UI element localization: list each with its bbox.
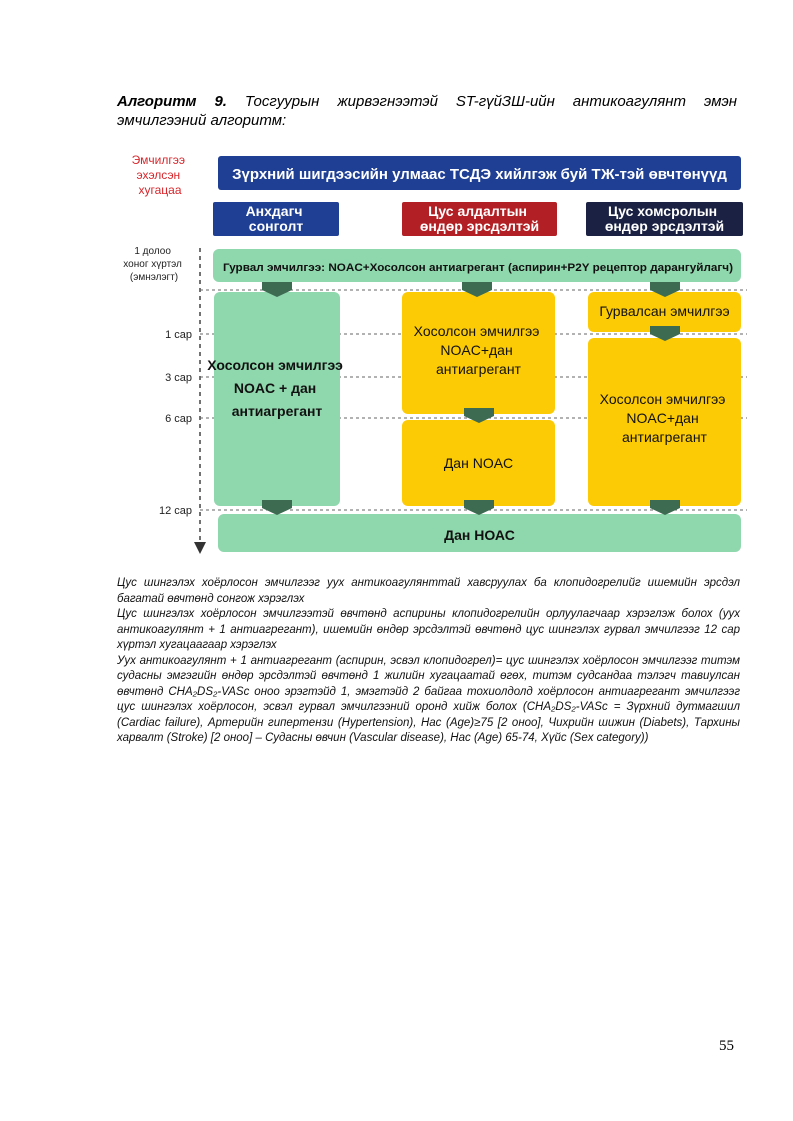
axis-title: Эмчилгээ эхэлсэн хугацаа bbox=[131, 153, 185, 197]
page-number: 55 bbox=[719, 1038, 734, 1054]
time-label-1-week: 1 долоо хоног хүртэл (эмнэлэгт) bbox=[123, 246, 182, 283]
time-label-12-months: 12 сар bbox=[158, 505, 192, 517]
noac-only-final-text: Дан НОАС bbox=[444, 527, 515, 543]
transition-arrow bbox=[650, 500, 680, 515]
footnote-2: Цус шингэлэх хоёрлосон эмчилгээтэй өвчтөнд аспирины клопидогрелийн орлуулагчаар хэрэглэж болох (уух антикоагулянт + 1 антиагрегант), ишемийн өндөр эрсдэлтэй өвчтөнд цус шингэлэх гурвал эмчилгээг 12 сар хүртэл хугацаагаар хэрэглэх bbox=[117, 608, 740, 651]
algorithm-title: Тосгуурын жирвэгнээтэй ST-гүйЗШ-ийн антикоагулянт эмэн эмчилгээний алгоритм: bbox=[117, 93, 737, 129]
noac-only-bleeding-text: Дан NOAC bbox=[443, 455, 514, 471]
footnote-1: Цус шингэлэх хоёрлосон эмчилгээг уух антикоагулянттай хавсруулах ба клопидогрелийг ишемийн эрсдэл багатай өвчтөнд сонгож хэрэглэх bbox=[117, 577, 740, 605]
patient-banner-text: Зүрхний шигдээсийн улмаас ТСДЭ хийлгэж буй ТЖ-тэй өвчтөнүүд bbox=[232, 166, 727, 183]
algorithm-heading bbox=[117, 92, 737, 130]
transition-arrow bbox=[262, 500, 292, 515]
thrombotic-risk-header-text: Цус хомсролын өндөр эрсдэлтэй bbox=[604, 203, 725, 234]
primary-choice-header-text: Анхдагч сонголт bbox=[245, 203, 304, 234]
bleeding-risk-header-text: Цус алдалтын өндөр эрсдэлтэй bbox=[419, 203, 540, 234]
footnotes bbox=[117, 576, 740, 747]
time-label-1-month: 1 сар bbox=[165, 329, 192, 341]
combined-therapy-bleeding-text: Хосолсон эмчилгээ NOAC+дан антиагрегант bbox=[413, 323, 540, 377]
algorithm-diagram bbox=[112, 150, 747, 562]
combined-therapy-thrombotic-text: Хосолсон эмчилгээ NOAC+дан антиагрегант bbox=[599, 391, 726, 445]
transition-arrow bbox=[464, 500, 494, 515]
footnote-3: Уух антикоагулянт + 1 антиагрегант (аспирин, эсвэл клопидогрел)= цус шингэлэх хоёрлосон эмчилгээг титэм судасны эмгэгийн өндөр эрсдэлтэй өвчтөнд 1 жилийн хугацаатай өгөх, титэм судсандаа тэлэгч тавиулсан өвчтөнд CHA₂DS₂-VASc оноо эрэгтэйд 1, эмэгтэйд 2 байгаа тохиолдолд хоёрлосон антиагрегант эмчилгээг цус шингэлэх хоёрлосон, эсвэл гурвал эмчилгээний оронд хийж болох (CHA₂DS₂-VASc = Зүрхний дутмагшил (Cardiac failure), Артерийн гипертензи (Hypertension), Нас (Age)≥75 [2 оноо], Чихрийн шижин (Diabets), Тархины харвалт (Stroke) [2 оноо] – Судасны өвчин (Vascular disease), Нас (Age) 65-74, Хүйс (Sex category)) bbox=[117, 654, 740, 744]
triple-therapy-thrombotic-text: Гурвалсан эмчилгээ bbox=[599, 303, 730, 319]
triple-therapy-bar-text: Гурвал эмчилгээ: NOAC+Хосолсон антиагрегант (аспирин+P2Y рецептор дарангуйлагч) bbox=[223, 262, 734, 274]
time-label-3-months: 3 сар bbox=[165, 372, 192, 384]
combined-therapy-primary-box bbox=[214, 292, 340, 506]
time-label-6-months: 6 сар bbox=[165, 413, 192, 425]
combined-therapy-primary-text: Хосолсон эмчилгээ NOAC + дан антиагрегант bbox=[207, 357, 343, 419]
algorithm-label: Алгоритм 9. bbox=[117, 93, 227, 110]
